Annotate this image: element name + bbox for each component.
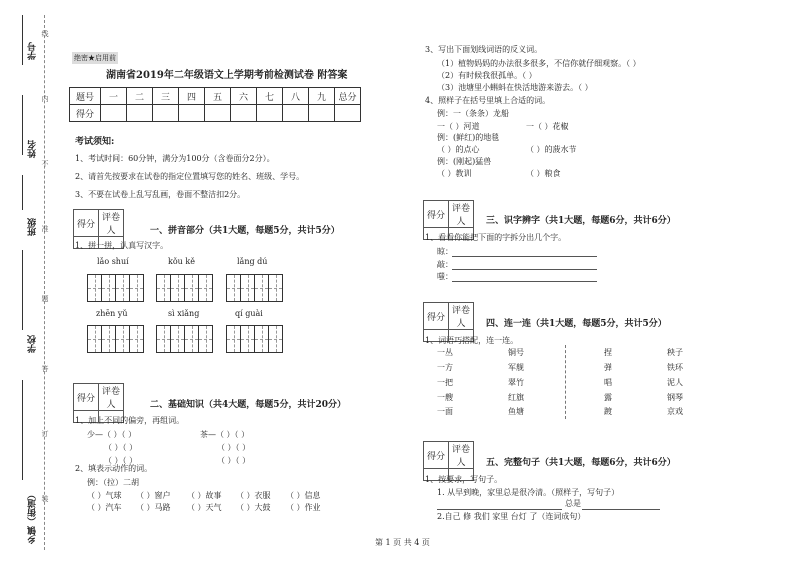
s5-keyword: 总是 [565,499,581,508]
binding-rule [22,380,23,480]
grader-reviewer-label: 评卷人 [99,210,124,237]
answer-line[interactable] [437,509,562,510]
match-word[interactable]: 唱 [604,378,612,387]
match-word[interactable]: 泥人 [667,378,683,387]
notes-heading: 考试须知: [75,137,115,147]
section1-title: 一、拼音部分（共1大题，每题5分，共计5分） [150,226,340,236]
score-header-cell: 六 [231,88,257,105]
match-word[interactable]: 京戏 [667,407,683,416]
binding-rule [22,15,23,65]
score-header-cell: 五 [205,88,231,105]
action-fill[interactable]: （ ）大鼓 [236,503,271,512]
binding-mark: 线 [41,30,49,37]
label-class: 班级 [28,218,38,236]
match-word[interactable]: 钢琴 [667,393,683,402]
pinyin-label: zhēn yǔ [96,309,128,318]
q3-item[interactable]: （2）有时候我很孤单。（ ） [437,71,537,80]
binding-mark: 内 [41,95,49,102]
match-word[interactable]: 捏 [604,348,612,357]
grader-reviewer-label: 评卷人 [449,303,474,330]
q3-question: 3、写出下面划线词语的反义词。 [425,45,543,54]
pinyin-label: lǎng dú [237,257,268,266]
binding-rule [22,250,23,330]
score-row-label: 得分 [70,105,101,122]
split-char: 敲： [437,260,453,269]
binding-mark: 装 [41,495,49,502]
q4-question: 4、照样子在括号里填上合适的词。 [425,96,551,105]
grader-reviewer-label: 评卷人 [449,201,474,228]
score-cell[interactable] [335,105,361,122]
match-word[interactable]: 弹 [604,363,612,372]
match-word[interactable]: 一把 [437,378,453,387]
binding-mark: 不 [41,160,49,167]
notes-item: 2、请首先按要求在试卷的指定位置填写您的姓名、班级、学号。 [75,172,305,181]
q3-item[interactable]: （3）池塘里小蝌蚪在快活地游来游去。（ ） [437,83,593,92]
action-fill[interactable]: （ ）汽车 [87,503,122,512]
score-header-cell: 三 [153,88,179,105]
grader-score-label: 得分 [424,303,449,330]
score-header-cell: 八 [283,88,309,105]
match-divider [565,345,566,419]
secret-tag: 绝密★启用前 [74,54,116,62]
radical-row[interactable]: （ ）（ ） [217,456,251,465]
score-header-cell: 题号 [70,88,101,105]
radical-row[interactable]: （ ）（ ） [104,443,138,452]
s5-item: 1. 从早到晚，家里总是很冷清。（照样子，写句子） [437,488,620,497]
s2-question-1: 1、加上不同的偏旁，再组词。 [75,416,185,425]
score-cell[interactable] [257,105,283,122]
action-fill[interactable]: （ ）窗户 [136,491,171,500]
match-word[interactable]: 军舰 [508,363,524,372]
pinyin-label: sì xiǎng [168,309,200,318]
radical-row[interactable]: （ ）（ ） [104,456,138,465]
score-header-row [70,88,361,105]
s2-example: 例：（拉）二胡 [87,478,139,487]
score-header-cell: 九 [309,88,335,105]
binding-mark: 准 [41,225,49,232]
action-fill[interactable]: （ ）衣服 [236,491,271,500]
writing-grid[interactable] [157,274,213,302]
match-word[interactable]: 铁环 [667,363,683,372]
match-word[interactable]: 铜号 [508,348,524,357]
match-word[interactable]: 一方 [437,363,453,372]
writing-grid[interactable] [157,325,213,353]
action-fill[interactable]: （ ）马路 [136,503,171,512]
match-word[interactable]: 一艘 [437,393,453,402]
q4-fill[interactable]: （ ）的菠水节 [526,145,577,154]
score-header-cell: 二 [127,88,153,105]
grader-reviewer-label: 评卷人 [449,442,474,469]
label-township: 乡镇（街道） [28,490,38,544]
match-word[interactable]: 鱼塘 [508,407,524,416]
grader-reviewer-label: 评卷人 [99,384,124,411]
score-cell[interactable] [309,105,335,122]
q4-fill[interactable]: 一（ ）河道 [437,122,480,131]
score-header-cell: 七 [257,88,283,105]
notes-item: 1、考试时间：60分钟，满分为100分（含卷面分2分）。 [75,154,275,163]
score-cell[interactable] [205,105,231,122]
action-fill[interactable]: （ ）天气 [187,503,222,512]
writing-grid[interactable] [88,274,144,302]
section3-title: 三、识字辨字（共1大题，每题6分，共计6分） [486,216,676,226]
q4-fill[interactable]: 一（ ）花椒 [526,122,569,131]
match-word[interactable]: 秧子 [667,348,683,357]
match-word[interactable]: 露 [604,393,612,402]
section5-title: 五、完整句子（共1大题，每题6分，共计6分） [486,458,676,468]
score-value-row [70,105,361,122]
page-title: 湖南省2019年二年级语文上学期考前检测试卷 附答案 [106,70,348,81]
score-cell[interactable] [153,105,179,122]
grader-score-label: 得分 [74,210,99,237]
binding-mark: 答 [41,365,49,372]
grader-score-label: 得分 [74,384,99,411]
section2-title: 二、基础知识（共4大题，每题5分，共计20分） [150,400,347,410]
q4-fill[interactable]: （ ）教训 [437,169,472,178]
pinyin-label: qí guài [235,309,263,318]
writing-grid[interactable] [88,325,144,353]
score-cell[interactable] [101,105,127,122]
answer-line[interactable] [452,256,597,257]
action-fill[interactable]: （ ）信息 [286,491,321,500]
score-cell[interactable] [179,105,205,122]
label-student-id: 学号 [28,42,38,60]
notes-item: 3、不要在试卷上乱写乱画，卷面不整洁扣2分。 [75,190,246,199]
section4-title: 四、连一连（共1大题，每题5分，共计5分） [486,319,667,329]
score-header-cell: 四 [179,88,205,105]
s5-question: 1、按要求，写句子。 [425,475,503,484]
page-footer: 第 1 页 共 4 页 [375,538,430,547]
score-cell[interactable] [283,105,309,122]
binding-mark: 订 [41,430,49,437]
pinyin-label: kǒu kě [168,257,195,266]
q4-fill[interactable]: （ ）粮食 [526,169,561,178]
q4-fill[interactable]: （ ）的点心 [437,145,480,154]
action-fill[interactable]: （ ）作业 [286,503,321,512]
match-word[interactable]: 一面 [437,407,453,416]
answer-line[interactable] [452,281,597,282]
label-name: 姓名 [28,140,38,158]
radical-row[interactable]: （ ）（ ） [217,443,251,452]
label-school: 学校 [28,335,38,353]
q4-example: 例：一（条条）龙船 [437,109,509,118]
grader-score-label: 得分 [424,201,449,228]
answer-line[interactable] [582,509,660,510]
score-table [69,87,361,122]
q4-example: 例：(鲜红)的地毯 [437,133,500,142]
score-header-cell: 总分 [335,88,361,105]
answer-line[interactable] [452,269,597,270]
binding-rule [22,175,23,210]
score-header-cell: 一 [101,88,127,105]
q3-item[interactable]: （1）植物妈妈的办法很多很多，不信你就仔细观察。（ ） [437,59,641,68]
match-word[interactable]: 踱 [604,407,612,416]
score-cell[interactable] [231,105,257,122]
s2-question-2: 2、填表示动作的词。 [75,464,153,473]
binding-mark: 题 [41,295,49,302]
match-word[interactable]: 翠竹 [508,378,524,387]
pinyin-label: lǎo shuí [97,257,129,266]
s3-question: 1、看看你能把下面的字拆分出几个字。 [425,233,567,242]
action-fill[interactable]: （ ）故事 [187,491,222,500]
radical-row[interactable]: 茶—（ ）（ ） [200,430,250,439]
match-word[interactable]: 红旗 [508,393,524,402]
writing-grid[interactable] [227,325,283,353]
action-fill[interactable]: （ ）气球 [87,491,122,500]
q4-example: 例：(刚起)猛兽 [437,157,492,166]
s1-question: 1、拼一拼，认真写汉字。 [75,241,169,250]
score-cell[interactable] [127,105,153,122]
match-word[interactable]: 一丛 [437,348,453,357]
split-char: 嗤： [437,272,453,281]
radical-row[interactable]: 少—（ ）（ ） [87,430,137,439]
binding-rule [22,95,23,155]
writing-grid[interactable] [227,274,283,302]
grader-score-label: 得分 [424,442,449,469]
s4-question: 1、词语巧搭配，连一连。 [425,336,519,345]
s5-item: 2.自己 修 我们 家里 台灯 了（连词成句） [437,512,586,521]
split-char: 晾： [437,247,453,256]
